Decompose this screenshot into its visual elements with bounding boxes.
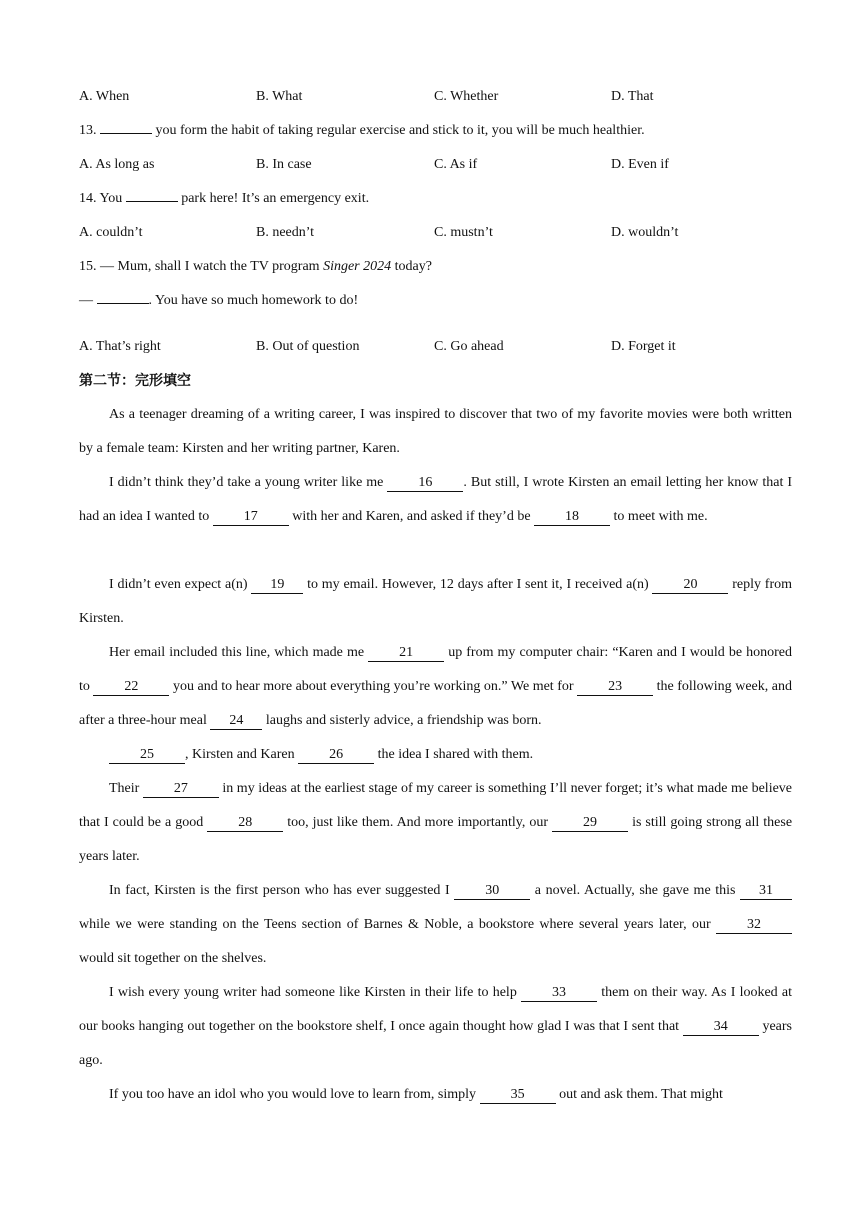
blank-16: 16 (387, 474, 463, 492)
blank-30: 30 (454, 882, 530, 900)
q15-line1 (79, 257, 792, 277)
q13-stem (79, 121, 792, 141)
q15-line2: — . You have so much homework to do! (79, 293, 359, 308)
blank-25: 25 (109, 746, 185, 764)
q13-number: 13. (79, 123, 97, 138)
blank-19: 19 (251, 576, 303, 594)
q12-options (79, 87, 792, 107)
q15-reply-text: You have so much homework to do! (154, 293, 359, 308)
blank-18: 18 (534, 508, 610, 526)
passage-paragraph-7: In fact, Kirsten is the first person who has ever suggested I 30 a novel. Actually, she gave me this 31 while we were standing on the Teens section of Barnes & Noble, a bookstore where several years later, our 32 would sit together on the shelves. (79, 874, 792, 976)
blank-21: 21 (368, 644, 444, 662)
blank-24: 24 (210, 712, 262, 730)
blank-27: 27 (143, 780, 219, 798)
q14-options (79, 223, 792, 243)
q15-option-a: A. That’s right (79, 339, 161, 354)
q12-option-b: B. What (256, 89, 303, 104)
blank-35: 35 (480, 1086, 556, 1104)
passage-paragraph-1: As a teenager dreaming of a writing career, I was inspired to discover that two of my favorite movies were both written by a female team: Kirsten and her writing partner, Karen. (79, 407, 792, 456)
passage-paragraph-6: Their 27 in my ideas at the earliest stage of my career is something I’ll never forget; it’s what made me believe that I could be a good 28 too, just like them. And more importantly, our 29 is still going strong all these years later. (79, 781, 793, 864)
section-heading: 第二节：完形填空 (79, 373, 191, 389)
q15-blank (97, 303, 149, 304)
q14-text-before: 14. You (79, 191, 123, 206)
blank-20: 20 (652, 576, 728, 594)
q12-option-c: C. Whether (434, 89, 499, 104)
q15-text-before: 15. — Mum, shall I watch the TV program (79, 259, 320, 274)
q13-option-d: D. Even if (611, 157, 669, 172)
q14-option-a: A. couldn’t (79, 225, 143, 240)
blank-22: 22 (93, 678, 169, 696)
blank-32: 32 (716, 916, 792, 934)
q15-dash: — (79, 293, 93, 308)
blank-33: 33 (521, 984, 597, 1002)
q13-options (79, 155, 792, 175)
q15-program-title: Singer 2024 (323, 259, 392, 274)
q15-option-b: B. Out of question (256, 339, 360, 354)
q14-blank (126, 201, 178, 202)
blank-34: 34 (683, 1018, 759, 1036)
passage-paragraph-8: I wish every young writer had someone like Kirsten in their life to help 33 them on their way. As I looked at our books hanging out together on the bookstore shelf, I once again thought how glad I was that I sent that 34 years ago. (79, 985, 793, 1068)
q13-option-a: A. As long as (79, 157, 155, 172)
blank-29: 29 (552, 814, 628, 832)
blank-26: 26 (298, 746, 374, 764)
passage-paragraph-2: I didn’t think they’d take a young writer like me 16 . But still, I wrote Kirsten an email letting her know that I had an idea I wanted to 17 with her and Karen, and asked if they’d be 18 to meet with me. (79, 475, 793, 524)
q14-option-d: D. wouldn’t (611, 225, 679, 240)
passage-paragraph-5: 25 , Kirsten and Karen 26 the idea I shared with them. (79, 738, 792, 772)
q14-option-c: C. mustn’t (434, 225, 493, 240)
q12-option-a: A. When (79, 89, 130, 104)
q13-blank (100, 133, 152, 134)
q15-text-after: today? (394, 259, 432, 274)
q12-option-d: D. That (611, 89, 654, 104)
passage-paragraph-4: Her email included this line, which made me 21 up from my computer chair: “Karen and I would be honored to 22 you and to hear more about everything you’re working on.” We met for 23 the following week, and after a three-hour meal 24 laughs and sisterly advice, a friendship was born. (79, 645, 792, 728)
q14-stem (79, 189, 792, 209)
blank-17: 17 (213, 508, 289, 526)
passage-paragraph-9: If you too have an idol who you would love to learn from, simply 35 out and ask them. That might (109, 1087, 723, 1102)
blank-31: 31 (740, 882, 792, 900)
q15-option-d: D. Forget it (611, 339, 676, 354)
q15-option-c: C. Go ahead (434, 339, 504, 354)
passage-paragraph-3: I didn’t even expect a(n) 19 to my email. However, 12 days after I sent it, I received a(n) 20 reply from Kirsten. (79, 577, 793, 626)
q15-options (79, 337, 792, 357)
blank-23: 23 (577, 678, 653, 696)
blank-28: 28 (207, 814, 283, 832)
q13-text: you form the habit of taking regular exercise and stick to it, you will be much healthier. (155, 123, 645, 138)
q13-option-b: B. In case (256, 157, 312, 172)
q14-text-after: park here! It’s an emergency exit. (181, 191, 370, 206)
q13-option-c: C. As if (434, 157, 478, 172)
q14-option-b: B. needn’t (256, 225, 315, 240)
